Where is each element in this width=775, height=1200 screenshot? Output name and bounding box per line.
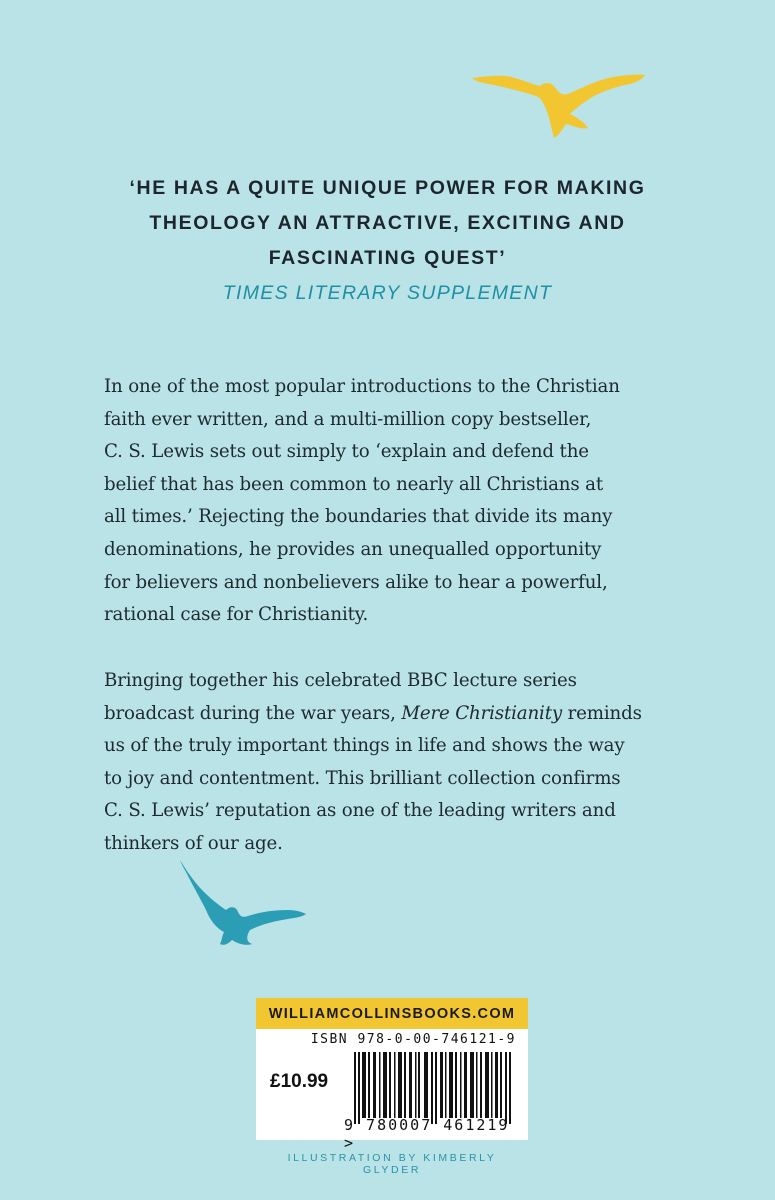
blurb-line: C. S. Lewis’ reputation as one of the leading writers and [104, 800, 616, 822]
blurb-line: Bringing together his celebrated BBC lecture series [104, 670, 577, 691]
blurb-paragraph-1 [104, 371, 684, 632]
teal-bird-icon [176, 858, 306, 948]
blurb-line: us of the truly important things in life and shows the way [104, 735, 625, 757]
yellow-bird-icon [470, 72, 645, 140]
blurb-paragraph-2 [104, 665, 684, 861]
blurb-line: denominations, he provides an unequalled opportunity [104, 538, 602, 560]
illustration-credit: ILLUSTRATION BY KIMBERLY GLYDER [287, 1152, 497, 1176]
blurb-line: all times.’ Rejecting the boundaries that divide its many [104, 506, 613, 528]
blurb-text: broadcast during the war years, [104, 702, 402, 724]
barcode-icon [354, 1052, 514, 1124]
barcode-box [256, 998, 528, 1152]
quote-line: THEOLOGY AN ATTRACTIVE, EXCITING AND [149, 212, 626, 234]
quote-source: TIMES LITERARY SUPPLEMENT [222, 282, 553, 304]
book-title: Mere Christianity [401, 702, 562, 724]
blurb-line: C. S. Lewis sets out simply to ‘explain and defend the [104, 441, 589, 463]
blurb-text: reminds [562, 702, 642, 724]
blurb-line: In one of the most popular introductions to the Christian [104, 376, 620, 397]
blurb-line: belief that has been common to nearly all Christians at [104, 473, 604, 495]
blurb-line: thinkers of our age. [104, 832, 283, 854]
review-quote [60, 171, 715, 311]
quote-line: ‘HE HAS A QUITE UNIQUE POWER FOR MAKING [129, 177, 646, 199]
blurb-line [104, 698, 684, 731]
quote-line: FASCINATING QUEST’ [268, 247, 507, 269]
blurb-line: rational case for Christianity. [104, 604, 369, 626]
price: £10.99 [270, 1071, 329, 1092]
isbn-label: ISBN 978-0-00-746121-9 [310, 1032, 516, 1047]
barcode-digits: 9 780007 461219 > [344, 1116, 510, 1152]
blurb-line: for believers and nonbelievers alike to hear a powerful, [104, 571, 608, 593]
publisher-website[interactable]: WILLIAMCOLLINSBOOKS.COM [256, 998, 528, 1029]
blurb-line: faith ever written, and a multi-million copy bestseller, [104, 408, 592, 430]
blurb-line: to joy and contentment. This brilliant collection confirms [104, 767, 621, 789]
